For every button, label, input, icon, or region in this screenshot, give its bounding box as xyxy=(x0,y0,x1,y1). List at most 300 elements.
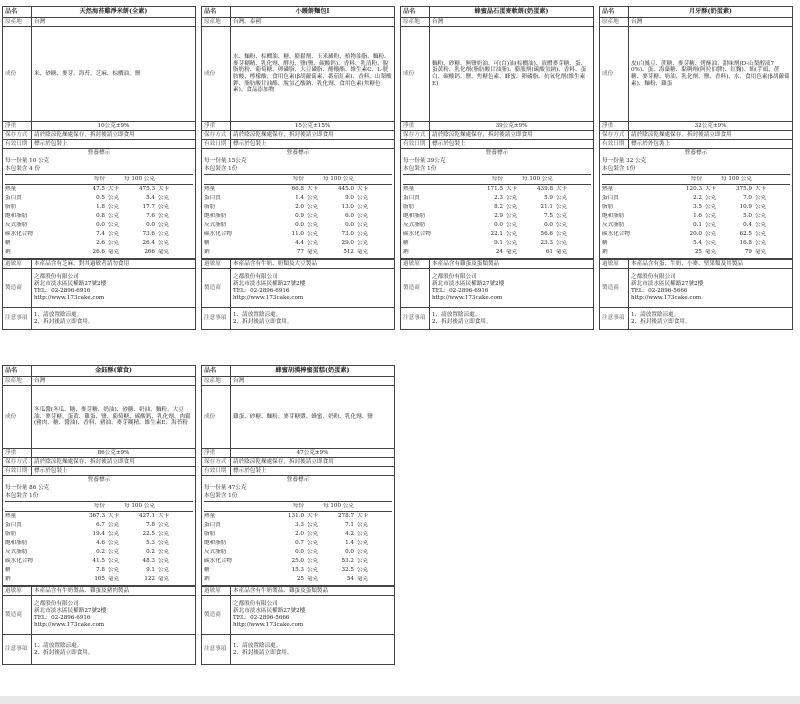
field-label: 過敏原 xyxy=(202,260,231,269)
nutrient-unit: 大卡 xyxy=(108,186,119,193)
nutrition-title: 營養標示 xyxy=(286,477,310,483)
product-name: 金鈺酥(葷食) xyxy=(32,366,196,377)
field-label: 保存方式 xyxy=(401,131,430,140)
servings-label: 本包裝含 xyxy=(403,166,426,172)
per-serving-header: 每份 xyxy=(292,176,304,183)
nutrient-per-serving: 1.6 xyxy=(693,213,702,220)
field-label: 品名 xyxy=(401,7,430,18)
nutrient-per-serving: 105 xyxy=(94,576,105,583)
nutrition-header xyxy=(204,174,392,184)
nutrient-row xyxy=(204,575,392,584)
nutrient-per-100g: 7.5 xyxy=(544,213,553,220)
nutrient-per-serving: 0.0 xyxy=(96,222,105,229)
nutrient-unit: 大卡 xyxy=(755,186,766,193)
field-value: 標示於包裝上 xyxy=(32,140,196,149)
nutrient-per-100g: 0.0 xyxy=(146,222,155,229)
field-label: 有效日期 xyxy=(3,467,32,476)
field-label: 淨重 xyxy=(600,122,629,131)
nutrient-unit: 公克 xyxy=(307,222,318,229)
nutrient-per-100g: 56.6 xyxy=(540,231,553,238)
product-info-table xyxy=(2,6,196,149)
field-label: 淨重 xyxy=(3,122,32,131)
nutrient-per-100g: 79 xyxy=(744,249,752,256)
field-label: 品名 xyxy=(202,7,231,18)
nutrient-unit: 公克 xyxy=(357,222,368,229)
serving-size-label: 每一份量 xyxy=(403,158,426,164)
serving-size-value: 47公克 xyxy=(228,485,247,491)
field-label: 淨重 xyxy=(202,122,231,131)
nutrient-per-100g: 7.8 xyxy=(146,522,155,529)
notes-line: 1、請放置陰涼處。 xyxy=(233,642,282,649)
nutrient-unit: 公克 xyxy=(705,213,716,220)
allergen-text: 本產品含有牛奶、奶類及大豆製品 xyxy=(231,260,395,269)
servings-label: 本包裝含 xyxy=(204,166,227,172)
field-value: 47公克±9% xyxy=(231,449,395,458)
nutrition-facts xyxy=(2,476,196,586)
nutrient-row xyxy=(403,203,591,212)
product-label-card xyxy=(2,365,196,665)
nutrient-row xyxy=(5,203,193,212)
nutrient-unit: 公克 xyxy=(307,195,318,202)
nutrient-row xyxy=(204,566,392,575)
nutrient-name: 熱量 xyxy=(204,186,216,193)
nutrient-per-100g: 0.0 xyxy=(345,549,354,556)
nutrient-row xyxy=(403,212,591,221)
notes-text xyxy=(231,308,395,330)
nutrient-per-100g: 1.4 xyxy=(345,540,354,547)
nutrient-per-serving: 25 xyxy=(694,249,702,256)
nutrient-name: 飽和脂肪 xyxy=(204,213,227,220)
nutrient-per-serving: 0.0 xyxy=(295,222,304,229)
product-label-card xyxy=(201,6,395,330)
servings-per-pack xyxy=(204,166,392,174)
field-label: 淨重 xyxy=(202,449,231,458)
per-serving-header: 每份 xyxy=(491,176,503,183)
manufacturer-line: http://www.173cake.com xyxy=(34,294,105,301)
nutrient-name: 反式脂肪 xyxy=(403,222,426,229)
field-label: 品名 xyxy=(600,7,629,18)
nutrient-name: 碳水化合物 xyxy=(204,558,232,565)
nutrient-per-100g: 445.0 xyxy=(337,186,354,193)
nutrient-per-serving: 41.5 xyxy=(92,558,105,565)
nutrient-unit: 公克 xyxy=(357,531,368,538)
manufacturer-line: TEL：02-2896-6916 xyxy=(233,288,290,294)
manufacturer-line: 新北市淡水區民權路27號2樓 xyxy=(34,281,107,288)
servings-value: 1份 xyxy=(228,166,238,172)
field-label: 品名 xyxy=(3,366,32,377)
serving-size xyxy=(5,158,193,166)
nutrient-unit: 公克 xyxy=(158,531,169,538)
nutrient-per-100g: 0.0 xyxy=(345,222,354,229)
nutrient-name: 反式脂肪 xyxy=(602,222,625,229)
nutrient-name: 鈉 xyxy=(5,576,11,583)
product-label-card xyxy=(599,6,793,330)
field-label: 過敏原 xyxy=(202,587,231,596)
nutrient-unit: 公克 xyxy=(755,231,766,238)
per-100g-header: 每 100 公克 xyxy=(720,176,752,183)
serving-size-label: 每一份量 xyxy=(602,158,625,164)
field-label: 注意事項 xyxy=(202,308,231,330)
product-label-card xyxy=(201,365,395,665)
nutrient-name: 熱量 xyxy=(5,186,17,193)
nutrient-unit: 公克 xyxy=(108,195,119,202)
nutrient-name: 蛋白質 xyxy=(204,522,221,529)
nutrient-per-serving: 1.8 xyxy=(96,204,105,211)
manufacturer-line: 新北市淡水區民權路27號2樓 xyxy=(233,281,306,288)
nutrient-unit: 公克 xyxy=(307,522,318,529)
nutrient-name: 反式脂肪 xyxy=(204,222,227,229)
nutrient-row xyxy=(602,184,790,194)
nutrient-row xyxy=(204,212,392,221)
ingredients-text: 皮(白鳳豆、蔗糖、麥芽糖、烤酥油、甜味劑(D-山梨醇液70%)、蛋、海藻糖、黏稠劑(阿拉伯膠)、紅麴)、餡(芋頭、蔗糖、麥芽糖、奶油、乳化劑、鹽、香料)、水、食用色素(β胡蘿蔔素)、麵粉、雞蛋 xyxy=(629,27,793,122)
nutrient-row xyxy=(204,184,392,194)
nutrient-per-100g: 7.6 xyxy=(146,213,155,220)
manufacturer-info xyxy=(32,596,196,635)
nutrient-name: 蛋白質 xyxy=(5,195,22,202)
field-label: 品名 xyxy=(3,7,32,18)
nutrient-unit: 公克 xyxy=(108,240,119,247)
nutrient-name: 糖 xyxy=(602,240,608,247)
nutrient-per-serving: 171.5 xyxy=(486,186,503,193)
nutrient-row xyxy=(5,548,193,557)
nutrient-row xyxy=(204,548,392,557)
allergen-text: 本產品含有雞蛋及蛋類製品 xyxy=(430,260,594,269)
nutrient-unit: 公克 xyxy=(158,213,169,220)
nutrition-title: 營養標示 xyxy=(87,477,111,483)
servings-value: 1份 xyxy=(228,493,238,499)
nutrient-unit: 公克 xyxy=(108,231,119,238)
nutrient-row xyxy=(403,230,591,239)
manufacturer-line: TEL：02-2896-6916 xyxy=(34,288,91,294)
nutrient-per-serving: 6.7 xyxy=(96,522,105,529)
nutrient-per-100g: 21.1 xyxy=(540,204,553,211)
nutrition-header xyxy=(204,501,392,511)
servings-value: 1份 xyxy=(29,493,39,499)
nutrient-unit: 公克 xyxy=(755,240,766,247)
product-label-card xyxy=(400,6,594,330)
nutrient-unit: 毫克 xyxy=(108,576,119,583)
notes-line: 1、請放置陰涼處。 xyxy=(631,311,680,318)
nutrient-unit: 公克 xyxy=(755,195,766,202)
product-name: 蜂蜜胡漢棒蜜蛋糕(奶蛋素) xyxy=(231,366,395,377)
notes-line: 1、請放置陰涼處。 xyxy=(233,311,282,318)
serving-size-label: 每一份量 xyxy=(5,485,28,491)
nutrient-unit: 毫克 xyxy=(506,249,517,256)
nutrient-row xyxy=(5,194,193,203)
serving-size-label: 每一份量 xyxy=(204,158,227,164)
nutrient-per-100g: 7.1 xyxy=(345,522,354,529)
nutrient-row xyxy=(602,212,790,221)
nutrient-per-serving: 2.0 xyxy=(295,531,304,538)
nutrient-per-100g: 0.0 xyxy=(544,222,553,229)
field-value: 標示於包裝上 xyxy=(430,140,594,149)
nutrient-per-serving: 4.4 xyxy=(295,240,304,247)
nutrient-unit: 公克 xyxy=(357,195,368,202)
field-label: 原產地 xyxy=(202,377,231,386)
field-value: 86公克±9% xyxy=(32,449,196,458)
nutrient-unit: 公克 xyxy=(556,240,567,247)
nutrient-per-serving: 26.6 xyxy=(92,249,105,256)
field-value: 請於陰涼乾燥處保存，拆封後請立即食用 xyxy=(32,131,196,140)
nutrient-per-serving: 2.2 xyxy=(693,195,702,202)
field-label: 製造商 xyxy=(202,596,231,635)
manufacturer-line: 新北市淡水區民權路27號2樓 xyxy=(34,608,107,615)
manufacturer-line: 新北市淡水區民權路27號2樓 xyxy=(233,608,306,615)
nutrient-unit: 公克 xyxy=(357,522,368,529)
nutrient-name: 熱量 xyxy=(403,186,415,193)
nutrient-name: 鈉 xyxy=(204,249,210,256)
field-label: 保存方式 xyxy=(202,458,231,467)
product-footer-table xyxy=(599,259,793,330)
nutrient-unit: 公克 xyxy=(556,231,567,238)
nutrient-per-100g: 266 xyxy=(144,249,155,256)
nutrient-name: 蛋白質 xyxy=(204,195,221,202)
allergen-text: 本產品含有蛋、牛奶、小麥、堅果類及其製品 xyxy=(629,260,793,269)
field-label: 注意事項 xyxy=(3,635,32,665)
nutrient-row xyxy=(602,194,790,203)
nutrient-row xyxy=(204,230,392,239)
nutrient-name: 反式脂肪 xyxy=(204,549,227,556)
nutrient-unit: 公克 xyxy=(307,531,318,538)
field-label: 原產地 xyxy=(202,18,231,27)
nutrient-name: 熱量 xyxy=(204,513,216,520)
nutrient-per-serving: 22.1 xyxy=(490,231,503,238)
nutrient-per-serving: 2.0 xyxy=(295,204,304,211)
nutrient-row xyxy=(204,194,392,203)
per-serving-header: 每份 xyxy=(292,503,304,510)
manufacturer-line: TEL：02-2896-5666 xyxy=(631,288,688,294)
nutrient-per-serving: 2.9 xyxy=(494,213,503,220)
nutrient-name: 鈉 xyxy=(602,249,608,256)
field-value: 標示於包裝上 xyxy=(32,467,196,476)
field-label: 原產地 xyxy=(3,18,32,27)
field-label: 製造商 xyxy=(3,269,32,308)
nutrient-unit: 大卡 xyxy=(108,513,119,520)
field-value: 台灣 xyxy=(32,377,196,386)
nutrient-row xyxy=(5,530,193,539)
nutrient-unit: 公克 xyxy=(158,567,169,574)
serving-size xyxy=(5,485,193,493)
field-label: 有效日期 xyxy=(3,140,32,149)
nutrient-per-100g: 0.4 xyxy=(743,222,752,229)
nutrient-per-100g: 278.7 xyxy=(337,513,354,520)
nutrient-unit: 公克 xyxy=(357,549,368,556)
nutrient-per-serving: 4.6 xyxy=(96,540,105,547)
servings-per-pack xyxy=(5,166,193,174)
nutrient-name: 糖 xyxy=(5,567,11,574)
nutrient-row xyxy=(403,221,591,230)
nutrient-per-serving: 5.4 xyxy=(693,240,702,247)
nutrient-name: 糖 xyxy=(204,240,210,247)
product-info-table xyxy=(201,365,395,476)
nutrient-unit: 公克 xyxy=(357,240,368,247)
nutrient-per-100g: 427.1 xyxy=(138,513,155,520)
field-label: 製造商 xyxy=(202,269,231,308)
nutrient-unit: 公克 xyxy=(307,231,318,238)
nutrition-header xyxy=(602,174,790,184)
nutrient-per-serving: 15.3 xyxy=(291,567,304,574)
ingredients-text: 水、麵粉、棕櫚油、糖、膨鬆劑、玉米澱粉、植物油脂、麵粉、麥芽糊精、乳化劑、酵母、鹽(鹽、碳酸鈣)、香料、乳清粉、脫脂奶粉、葡萄糖、卵磷脂、大豆磷脂、醋酸酯、維生素C、L-胱胺酸、檸檬酸、食用色素(β胡蘿蔔素、番茄紅素)、香料、山梨酸鉀、脂肪酸甘油酯、脫氫乙酸鈉、乳化劑、食用色素(焦糖色素)、食品添加物 xyxy=(231,27,395,122)
nutrient-unit: 公克 xyxy=(357,567,368,574)
nutrient-name: 糖 xyxy=(403,240,409,247)
nutrient-per-serving: 20.0 xyxy=(689,231,702,238)
nutrient-row xyxy=(602,248,790,257)
nutrient-per-serving: 19.4 xyxy=(92,531,105,538)
product-info-table xyxy=(2,365,196,476)
nutrient-per-100g: 4.2 xyxy=(345,531,354,538)
manufacturer-line: http://www.173cake.com xyxy=(631,294,702,301)
nutrient-row xyxy=(204,521,392,530)
nutrient-row xyxy=(204,511,392,521)
manufacturer-line: 之都股份有限公司 xyxy=(34,601,79,608)
nutrient-unit: 公克 xyxy=(307,549,318,556)
nutrient-unit: 公克 xyxy=(158,522,169,529)
manufacturer-line: 之都股份有限公司 xyxy=(233,601,278,608)
nutrient-name: 脂肪 xyxy=(5,531,17,538)
manufacturer-info xyxy=(32,269,196,308)
nutrient-unit: 毫克 xyxy=(108,249,119,256)
nutrient-per-serving: 66.8 xyxy=(291,186,304,193)
field-label: 過敏原 xyxy=(600,260,629,269)
nutrient-unit: 公克 xyxy=(158,240,169,247)
serving-size-value: 86 公克 xyxy=(29,485,50,491)
nutrient-per-100g: 73.0 xyxy=(341,231,354,238)
nutrient-row xyxy=(602,239,790,248)
nutrient-unit: 大卡 xyxy=(307,186,318,193)
nutrient-row xyxy=(5,230,193,239)
nutrient-unit: 公克 xyxy=(556,213,567,220)
field-label: 製造商 xyxy=(600,269,629,308)
nutrient-unit: 公克 xyxy=(307,240,318,247)
nutrient-row xyxy=(204,248,392,257)
notes-line: 2、拆封後請立即食用。 xyxy=(432,318,492,325)
bottom-scroll-area xyxy=(0,696,800,704)
manufacturer-line: TEL：02-2896-5666 xyxy=(233,615,290,621)
nutrient-per-100g: 6.0 xyxy=(345,213,354,220)
field-label: 成份 xyxy=(3,27,32,122)
field-label: 保存方式 xyxy=(600,131,629,140)
field-value: 請於陰涼乾燥處保存，拆封後請立即食用 xyxy=(32,458,196,467)
nutrient-unit: 公克 xyxy=(158,549,169,556)
field-label: 製造商 xyxy=(401,269,430,308)
notes-text xyxy=(32,308,196,330)
nutrient-per-100g: 7.0 xyxy=(743,195,752,202)
nutrient-per-100g: 5.9 xyxy=(544,195,553,202)
nutrient-name: 鈉 xyxy=(204,576,210,583)
nutrient-name: 蛋白質 xyxy=(5,522,22,529)
nutrient-unit: 公克 xyxy=(307,540,318,547)
field-value: 標示於包裝上 xyxy=(231,467,395,476)
nutrient-row xyxy=(5,239,193,248)
field-value: 標示於外包裝上 xyxy=(629,140,793,149)
allergen-text: 本產品含有牛奶製品、雞蛋及蛋類製品 xyxy=(231,587,395,596)
serving-size-value: 10 公克 xyxy=(29,158,50,164)
nutrient-unit: 公克 xyxy=(357,204,368,211)
nutrient-per-serving: 3.5 xyxy=(693,204,702,211)
field-label: 保存方式 xyxy=(202,131,231,140)
nutrient-row xyxy=(204,557,392,566)
field-value: 台灣、泰國 xyxy=(231,18,395,27)
nutrient-name: 飽和脂肪 xyxy=(5,540,28,547)
nutrient-row xyxy=(5,539,193,548)
nutrient-per-100g: 375.9 xyxy=(735,186,752,193)
manufacturer-line: TEL：02-2896-6916 xyxy=(34,615,91,621)
nutrient-name: 鈉 xyxy=(403,249,409,256)
nutrient-per-100g: 0.2 xyxy=(146,549,155,556)
nutrient-per-100g: 9.1 xyxy=(146,567,155,574)
field-value: 台灣 xyxy=(430,18,594,27)
nutrient-per-serving: 24 xyxy=(495,249,503,256)
manufacturer-line: http://www.173cake.com xyxy=(233,621,304,628)
nutrient-name: 碳水化合物 xyxy=(204,231,232,238)
field-label: 品名 xyxy=(202,366,231,377)
nutrient-per-serving: 25.0 xyxy=(291,558,304,565)
nutrient-unit: 公克 xyxy=(108,549,119,556)
nutrient-unit: 公克 xyxy=(506,213,517,220)
field-label: 保存方式 xyxy=(3,458,32,467)
nutrient-name: 飽和脂肪 xyxy=(204,540,227,547)
per-100g-header: 每 100 公克 xyxy=(521,176,553,183)
nutrient-per-serving: 0.1 xyxy=(693,222,702,229)
nutrient-name: 蛋白質 xyxy=(602,195,619,202)
nutrient-unit: 公克 xyxy=(307,204,318,211)
nutrient-name: 鈉 xyxy=(5,249,11,256)
field-value: 台灣 xyxy=(629,18,793,27)
nutrient-row xyxy=(5,521,193,530)
product-footer-table xyxy=(400,259,594,330)
manufacturer-line: http://www.173cake.com xyxy=(233,294,304,301)
nutrient-name: 脂肪 xyxy=(204,531,216,538)
servings-value: 1份 xyxy=(626,166,636,172)
nutrition-facts xyxy=(599,149,793,259)
nutrient-unit: 毫克 xyxy=(307,249,318,256)
field-label: 成份 xyxy=(3,386,32,449)
product-name: 小饅餅麵包Ⅰ xyxy=(231,7,395,18)
nutrient-unit: 公克 xyxy=(108,204,119,211)
nutrient-row xyxy=(403,194,591,203)
field-value: 39公克±9% xyxy=(430,122,594,131)
field-label: 保存方式 xyxy=(3,131,32,140)
nutrition-facts xyxy=(201,476,395,586)
serving-size xyxy=(204,158,392,166)
nutrient-unit: 公克 xyxy=(307,558,318,565)
ingredients-text: 冬瓜醬(冬瓜、糖、麥芽糖、奶油)、砂糖、奶油、麵粉、大豆油、麥芽糖、蛋黃、雞蛋、鹽、葡萄糖、碳酸鈣、乳化劑、肉鬆(豬肉、糖、醬油)、香料、豬油、麥芽糊精、維生素E、海苔粉 xyxy=(32,386,196,449)
nutrient-per-100g: 5.4 xyxy=(146,195,155,202)
nutrient-unit: 公克 xyxy=(108,567,119,574)
nutrient-row xyxy=(5,248,193,257)
product-footer-table xyxy=(2,586,196,665)
nutrient-name: 熱量 xyxy=(602,186,614,193)
nutrient-unit: 毫克 xyxy=(357,576,368,583)
nutrient-per-100g: 23.3 xyxy=(540,240,553,247)
field-label: 過敏原 xyxy=(401,260,430,269)
nutrient-per-serving: 0.9 xyxy=(295,213,304,220)
per-100g-header: 每 100 公克 xyxy=(123,176,155,183)
ingredients-text: 麵粉、砂糖、無鹽奶油、可(白)油(棕櫚油)、液體麥芽糖、蛋、蛋黃粉、乳化劑(脂肪酸甘油脂)、膨脹劑(碳酸氫鈉)、香料、蛋白、碳酸鈣、鹽、焦糖色素、蜂蜜、卵磷脂、抗氧化劑(維生素E) xyxy=(430,27,594,122)
field-value: 請於陰涼乾燥處保存，拆封後請立即食用 xyxy=(231,458,395,467)
nutrient-unit: 毫克 xyxy=(158,249,169,256)
servings-per-pack xyxy=(204,493,392,501)
product-name: 蜂蜜晶石蛋麥軟餅(奶蛋素) xyxy=(430,7,594,18)
nutrient-name: 飽和脂肪 xyxy=(403,213,426,220)
servings-per-pack xyxy=(5,493,193,501)
nutrient-unit: 毫克 xyxy=(158,576,169,583)
nutrient-row xyxy=(5,184,193,194)
nutrient-unit: 公克 xyxy=(158,195,169,202)
servings-label: 本包裝含 xyxy=(5,493,28,499)
nutrient-unit: 公克 xyxy=(705,195,716,202)
nutrient-per-serving: 0.2 xyxy=(96,549,105,556)
